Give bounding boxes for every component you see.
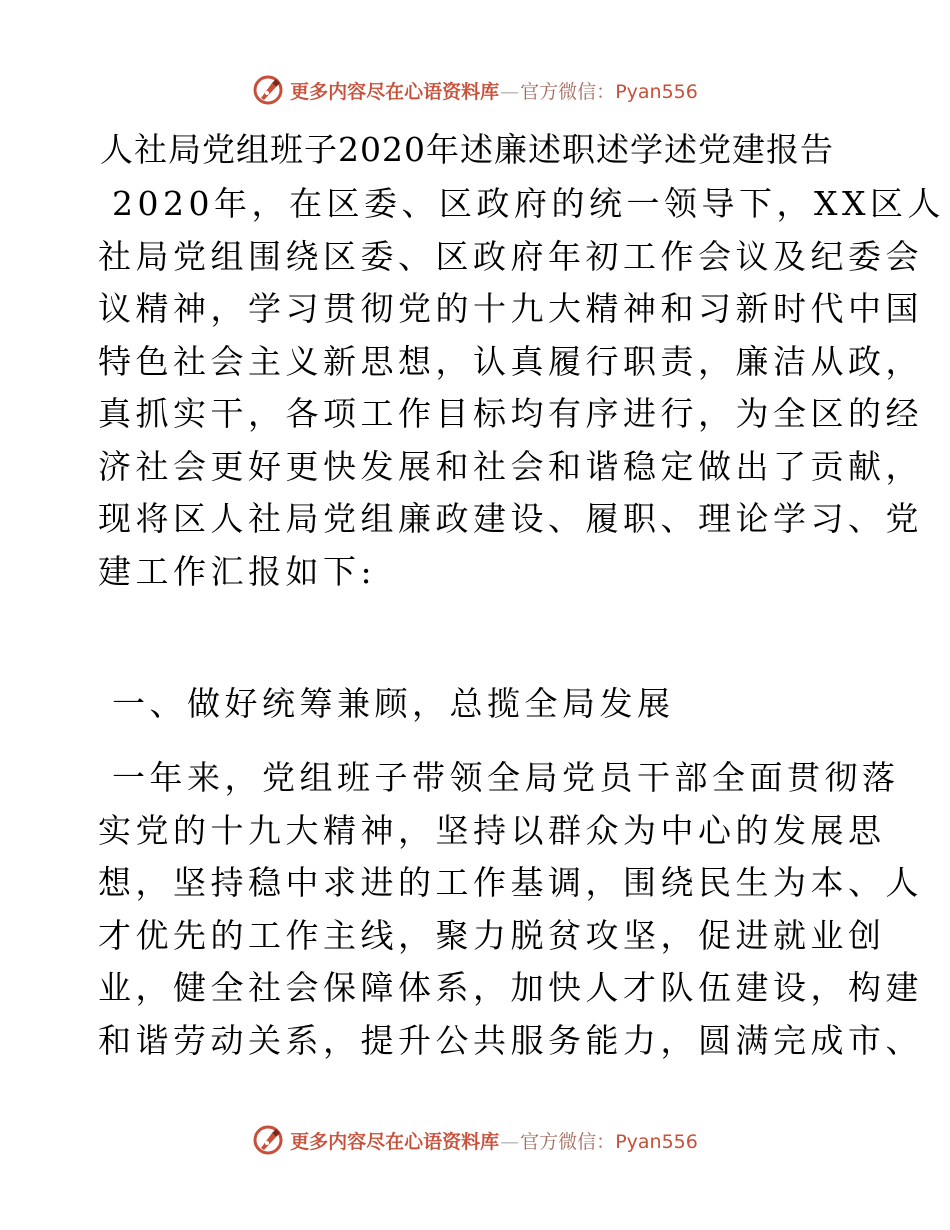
paragraph-line: 济社会更好更快发展和社会和谐稳定做出了贡献， (98, 446, 923, 486)
paragraph-line: 才优先的工作主线，聚力脱贫攻坚，促进就业创 (98, 915, 886, 955)
paragraph-section-1 (98, 752, 923, 1067)
paragraph-line: 建工作汇报如下: (98, 551, 377, 591)
document-title: 人社局党组班子2020年述廉述职述学述党建报告 (100, 130, 834, 169)
paragraph-line: 想，坚持稳中求进的工作基调，围绕民生为本、人 (98, 863, 923, 902)
banner-wechat-label: 官方微信： (520, 80, 616, 103)
pen-nib-icon (252, 74, 284, 106)
banner-text (290, 77, 698, 104)
paragraph-line: 和谐劳动关系，提升公共服务能力，圆满完成市、 (98, 1020, 923, 1060)
paragraph-line: 一年来，党组班子带领全局党员干部全面贯彻落 (112, 758, 900, 797)
banner-wechat-label: 官方微信： (520, 1130, 616, 1153)
banner-brand-text: 更多内容尽在心语资料库 (290, 80, 500, 103)
banner-wechat-id: Pyan556 (615, 1130, 698, 1153)
paragraph-line: 实党的十九大精神，坚持以群众为中心的发展思 (98, 810, 886, 850)
footer-banner (0, 1120, 950, 1160)
header-banner (0, 70, 950, 110)
banner-separator: — (500, 1130, 520, 1153)
paragraph-line: 议精神，学习贯彻党的十九大精神和习新时代中国 (98, 289, 923, 328)
section-heading: 一、做好统筹兼顾，总揽全局发展 (112, 684, 675, 723)
banner-separator: — (500, 80, 520, 103)
paragraph-line: 业，健全社会保障体系，加快人才队伍建设，构建 (98, 968, 923, 1007)
pen-nib-icon (252, 1124, 284, 1156)
paragraph-line: 特色社会主义新思想，认真履行职责，廉洁从政， (98, 341, 923, 381)
paragraph-line: 社局党组围绕区委、区政府年初工作会议及纪委会 (98, 236, 923, 276)
paragraph-line: 2020年，在区委、区政府的统一领导下，XX区人 (112, 184, 945, 223)
paragraph-intro (98, 178, 945, 598)
banner-brand-text: 更多内容尽在心语资料库 (290, 1130, 500, 1153)
banner-wechat-id: Pyan556 (615, 80, 698, 103)
paragraph-line: 真抓实干，各项工作目标均有序进行，为全区的经 (98, 394, 923, 433)
banner-text (290, 1127, 698, 1154)
paragraph-line: 现将区人社局党组廉政建设、履职、理论学习、党 (98, 499, 923, 538)
